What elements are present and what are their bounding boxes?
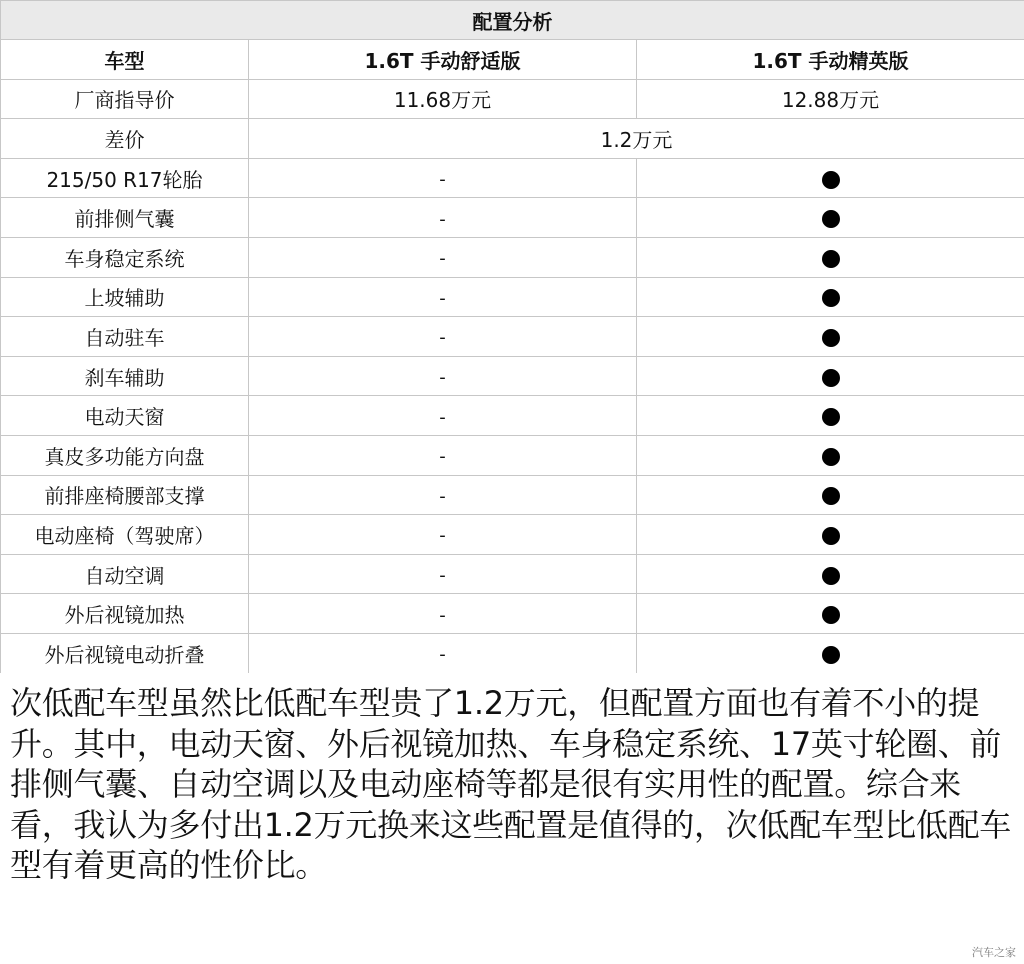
feature-comfort-value <box>249 356 637 396</box>
feature-comfort-value <box>249 396 637 436</box>
price-elite: 12.88万元 <box>637 79 1024 119</box>
table-header-row <box>1 40 1024 80</box>
feature-elite-value <box>637 554 1024 594</box>
not-available-dash: - <box>439 446 446 468</box>
feature-name: 自动空调 <box>1 554 249 594</box>
feature-elite-value <box>637 317 1024 357</box>
table-row <box>1 515 1024 555</box>
table-row <box>1 396 1024 436</box>
feature-comfort-value <box>249 594 637 634</box>
header-model: 车型 <box>1 40 249 80</box>
header-trim-comfort: 1.6T 手动舒适版 <box>249 40 637 80</box>
table-row <box>1 475 1024 515</box>
not-available-dash: - <box>439 248 446 270</box>
feature-elite-value <box>637 356 1024 396</box>
feature-comfort-value <box>249 317 637 357</box>
feature-comfort-value <box>249 237 637 277</box>
standard-dot-icon <box>822 329 840 347</box>
feature-name: 电动座椅（驾驶席） <box>1 515 249 555</box>
table-row <box>1 633 1024 673</box>
standard-dot-icon <box>822 527 840 545</box>
table-title-row <box>1 1 1024 40</box>
watermark: 汽车之家 <box>972 946 1016 959</box>
standard-dot-icon <box>822 171 840 189</box>
not-available-dash: - <box>439 169 446 191</box>
feature-elite-value <box>637 594 1024 634</box>
feature-elite-value <box>637 515 1024 555</box>
feature-elite-value <box>637 198 1024 238</box>
price-label: 厂商指导价 <box>1 79 249 119</box>
table-title: 配置分析 <box>1 1 1024 40</box>
standard-dot-icon <box>822 606 840 624</box>
standard-dot-icon <box>822 408 840 426</box>
table-row <box>1 554 1024 594</box>
standard-dot-icon <box>822 567 840 585</box>
feature-elite-value <box>637 237 1024 277</box>
feature-name: 外后视镜电动折叠 <box>1 633 249 673</box>
not-available-dash: - <box>439 565 446 587</box>
feature-name: 215/50 R17轮胎 <box>1 158 249 198</box>
standard-dot-icon <box>822 448 840 466</box>
feature-name: 自动驻车 <box>1 317 249 357</box>
price-comfort: 11.68万元 <box>249 79 637 119</box>
not-available-dash: - <box>439 525 446 547</box>
not-available-dash: - <box>439 208 446 230</box>
feature-name: 外后视镜加热 <box>1 594 249 634</box>
not-available-dash: - <box>439 367 446 389</box>
table-row <box>1 435 1024 475</box>
feature-comfort-value <box>249 515 637 555</box>
price-row <box>1 79 1024 119</box>
feature-elite-value <box>637 158 1024 198</box>
diff-label: 差价 <box>1 119 249 159</box>
feature-name: 前排侧气囊 <box>1 198 249 238</box>
standard-dot-icon <box>822 210 840 228</box>
feature-elite-value <box>637 277 1024 317</box>
table-row <box>1 594 1024 634</box>
not-available-dash: - <box>439 485 446 507</box>
table-row <box>1 317 1024 357</box>
feature-elite-value <box>637 396 1024 436</box>
feature-elite-value <box>637 435 1024 475</box>
feature-comfort-value <box>249 158 637 198</box>
feature-comfort-value <box>249 277 637 317</box>
feature-comfort-value <box>249 435 637 475</box>
feature-name: 电动天窗 <box>1 396 249 436</box>
feature-name: 刹车辅助 <box>1 356 249 396</box>
header-trim-elite: 1.6T 手动精英版 <box>637 40 1024 80</box>
not-available-dash: - <box>439 406 446 428</box>
table-row <box>1 277 1024 317</box>
not-available-dash: - <box>439 327 446 349</box>
table-row <box>1 198 1024 238</box>
table-row <box>1 158 1024 198</box>
not-available-dash: - <box>439 604 446 626</box>
feature-comfort-value <box>249 475 637 515</box>
standard-dot-icon <box>822 369 840 387</box>
feature-name: 车身稳定系统 <box>1 237 249 277</box>
feature-comfort-value <box>249 198 637 238</box>
summary-paragraph: 次低配车型虽然比低配车型贵了1.2万元，但配置方面也有着不小的提升。其中，电动天窗、外后视镜加热、车身稳定系统、17英寸轮圈、前排侧气囊、自动空调以及电动座椅等都是很有实用性的配置。综合来看，我认为多付出1.2万元换来这些配置是值得的，次低配车型比低配车型有着更高的性价比。 <box>0 673 1024 964</box>
not-available-dash: - <box>439 644 446 666</box>
table-row <box>1 237 1024 277</box>
standard-dot-icon <box>822 646 840 664</box>
feature-comfort-value <box>249 554 637 594</box>
feature-name: 真皮多功能方向盘 <box>1 435 249 475</box>
feature-name: 前排座椅腰部支撑 <box>1 475 249 515</box>
standard-dot-icon <box>822 250 840 268</box>
diff-value: 1.2万元 <box>249 119 1024 159</box>
table-row <box>1 356 1024 396</box>
not-available-dash: - <box>439 287 446 309</box>
feature-elite-value <box>637 475 1024 515</box>
standard-dot-icon <box>822 289 840 307</box>
feature-elite-value <box>637 633 1024 673</box>
feature-comfort-value <box>249 633 637 673</box>
standard-dot-icon <box>822 487 840 505</box>
feature-name: 上坡辅助 <box>1 277 249 317</box>
diff-row <box>1 119 1024 159</box>
